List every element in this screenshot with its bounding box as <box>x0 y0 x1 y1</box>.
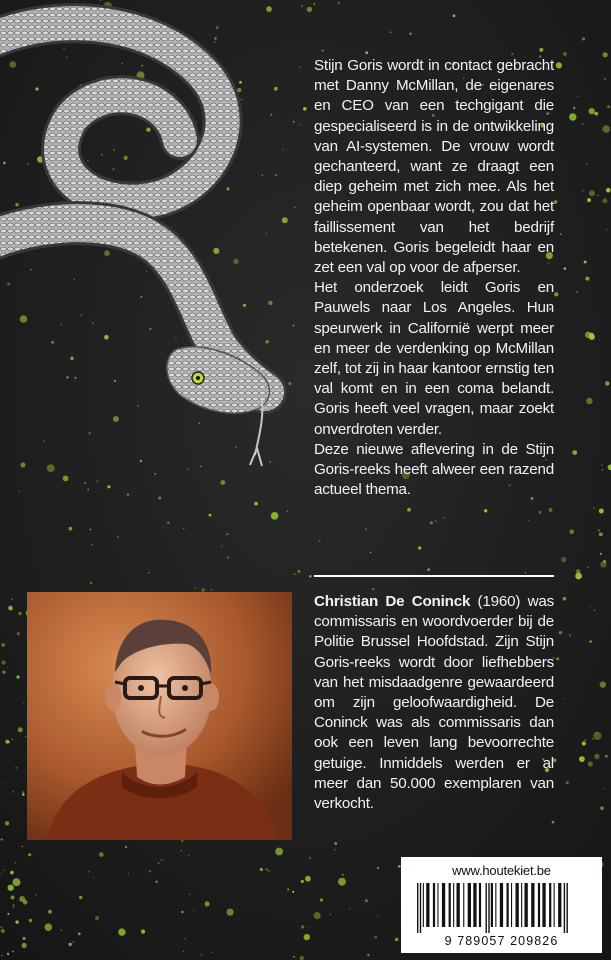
blurb-paragraph-2: Het onderzoek leidt Goris en Pauwels naar Los Angeles. Hun speurwerk in Californië werpt meer en meer de verdenking op McMillan zelf, tot zij in haar kantoor ernstig ten val komt en in een coma belandt. Goris heeft veel vragen, maar zoekt onverdroten verder. <box>314 279 554 438</box>
author-bio <box>314 592 554 814</box>
publisher-website: www.houtekiet.be <box>452 863 551 878</box>
blurb-text <box>314 56 554 500</box>
blurb-paragraph-1: Stijn Goris wordt in contact gebracht met Danny McMillan, de eigenares en CEO van een techgigant die gespecialiseerd is in de ontwikkeling van AI-systemen. De vrouw wordt gechanteerd, want ze draagt een diep geheim met zich mee. Als het geheim openbaar wordt, zou dat het faillissement van het bedrijf betekenen. Goris begeleidt haar en zet een val op voor de afperser. <box>314 57 554 277</box>
section-divider <box>314 575 554 577</box>
author-bio-text: (1960) was commissaris en woordvoerder bij de Politie Brussel Hoofdstad. Zijn Stijn Goris-reeks wordt door liefhebbers van het misdaadgenre gewaardeerd om zijn geloofwaardigheid. De Coninck was als commissaris dan ook een leven lang bevoorrechte getuige. Inmiddels werden er al meer dan 50.000 exemplaren van verkocht. <box>314 593 554 813</box>
author-portrait <box>27 592 292 840</box>
author-name: Christian De Coninck <box>314 593 471 610</box>
barcode-block <box>401 857 602 953</box>
isbn-number: 9 789057 209826 <box>444 934 559 948</box>
barcode-graphic <box>415 883 589 933</box>
blurb-paragraph-3: Deze nieuwe aflevering in de Stijn Goris-reeks heeft alweer een razend actueel thema. <box>314 440 554 499</box>
